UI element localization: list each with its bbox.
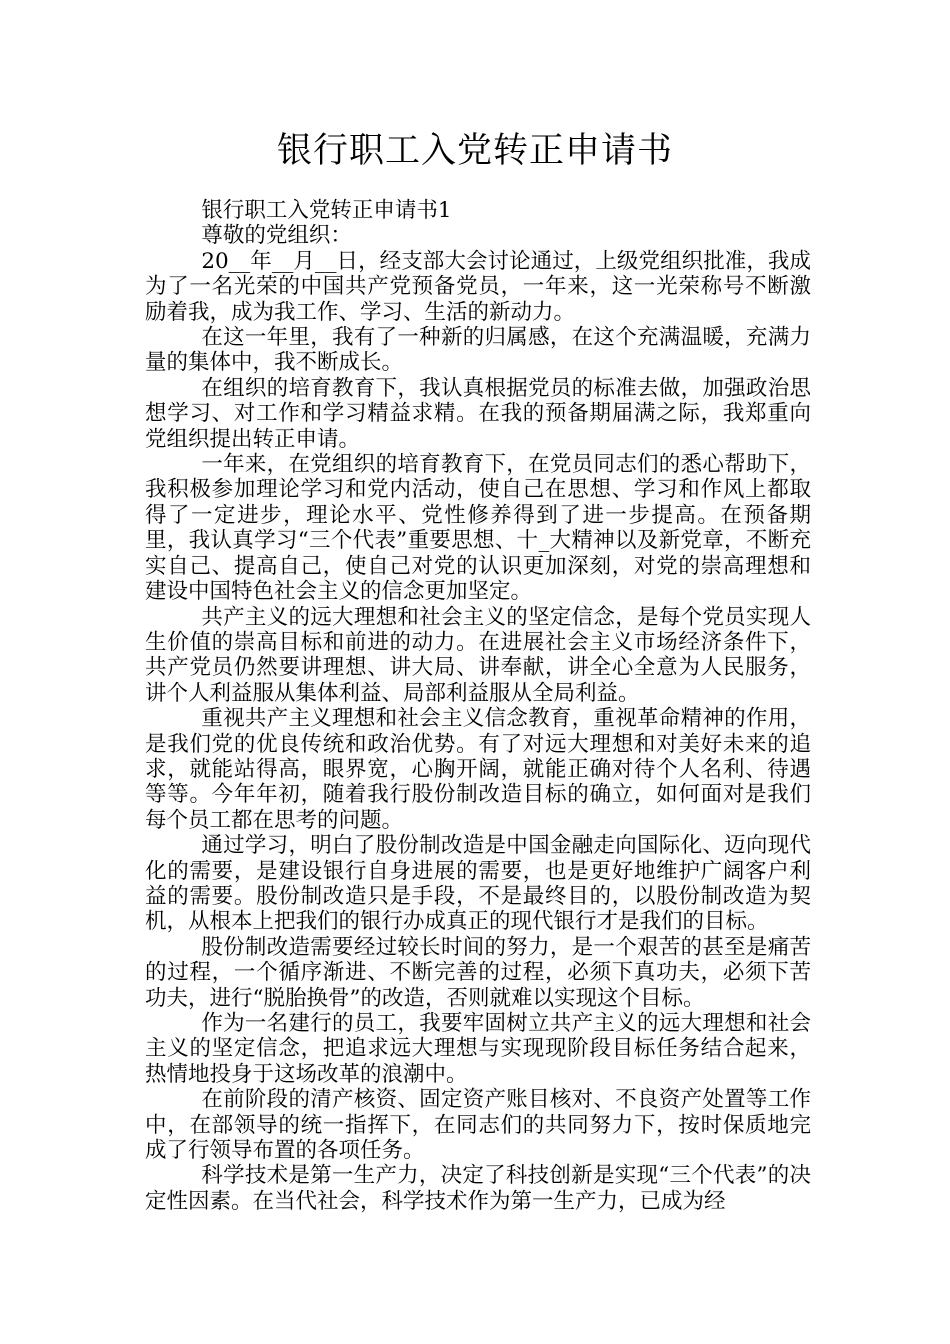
paragraph-subtitle: 银行职工入党转正申请书1: [201, 198, 452, 223]
document-title: 银行职工入党转正申请书: [276, 131, 673, 171]
document-body: [145, 198, 811, 1214]
paragraph: 科学技术是第一生产力，决定了科技创新是实现“三个代表”的决定性因素。在当代社会，科学技术作为第一生产力，已成为经: [145, 1163, 811, 1214]
paragraph: 在组织的培育教育下，我认真根据党员的标准去做，加强政治思想学习、对工作和学习精益求精。在我的预备期届满之际，我郑重向党组织提出转正申请。: [145, 375, 811, 452]
paragraph: 20__年__月__日，经支部大会讨论通过，上级党组织批准，我成为了一名光荣的中国共产党预备党员，一年来，这一光荣称号不断激励着我，成为我工作、学习、生活的新动力。: [145, 248, 811, 325]
paragraph: 股份制改造需要经过较长时间的努力，是一个艰苦的甚至是痛苦的过程，一个循序渐进、不断完善的过程，必须下真功夫，必须下苦功夫，进行“脱胎换骨”的改造，否则就难以实现这个目标。: [145, 934, 811, 1011]
paragraph: 一年来，在党组织的培育教育下，在党员同志们的悉心帮助下，我积极参加理论学习和党内活动，使自己在思想、学习和作风上都取得了一定进步，理论水平、党性修养得到了进一步提高。在预备期里，我认真学习“三个代表”重要思想、十_大精神以及新党章，不断充实自己、提高自己，使自己对党的认识更加深刻，对党的崇高理想和建设中国特色社会主义的信念更加坚定。: [145, 452, 811, 605]
paragraph: 共产主义的远大理想和社会主义的坚定信念，是每个党员实现人生价值的崇高目标和前进的动力。在进展社会主义市场经济条件下，共产党员仍然要讲理想、讲大局、讲奉献，讲全心全意为人民服务，讲个人利益服从集体利益、局部利益服从全局利益。: [145, 604, 811, 706]
paragraph: 在前阶段的清产核资、固定资产账目核对、不良资产处置等工作中，在部领导的统一指挥下，在同志们的共同努力下，按时保质地完成了行领导布置的各项任务。: [145, 1087, 811, 1164]
paragraph-salutation: 尊敬的党组织：: [201, 223, 352, 249]
paragraph: 作为一名建行的员工，我要牢固树立共产主义的远大理想和社会主义的坚定信念，把追求远大理想与实现现阶段目标任务结合起来，热情地投身于这场改革的浪潮中。: [145, 1011, 811, 1087]
paragraph: 通过学习，明白了股份制改造是中国金融走向国际化、迈向现代化的需要，是建设银行自身进展的需要，也是更好地维护广阔客户利益的需要。股份制改造只是手段，不是最终目的，以股份制改造为契机，从根本上把我们的银行办成真正的现代银行才是我们的目标。: [145, 833, 811, 935]
paragraph: 在这一年里，我有了一种新的归属感，在这个充满温暖，充满力量的集体中，我不断成长。: [145, 325, 811, 376]
paragraph: 重视共产主义理想和社会主义信念教育，重视革命精神的作用，是我们党的优良传统和政治优势。有了对远大理想和对美好未来的追求，就能站得高，眼界宽，心胸开阔，就能正确对待个人名利、待遇等等。今年年初，随着我行股份制改造目标的确立，如何面对是我们每个员工都在思考的问题。: [145, 706, 811, 833]
